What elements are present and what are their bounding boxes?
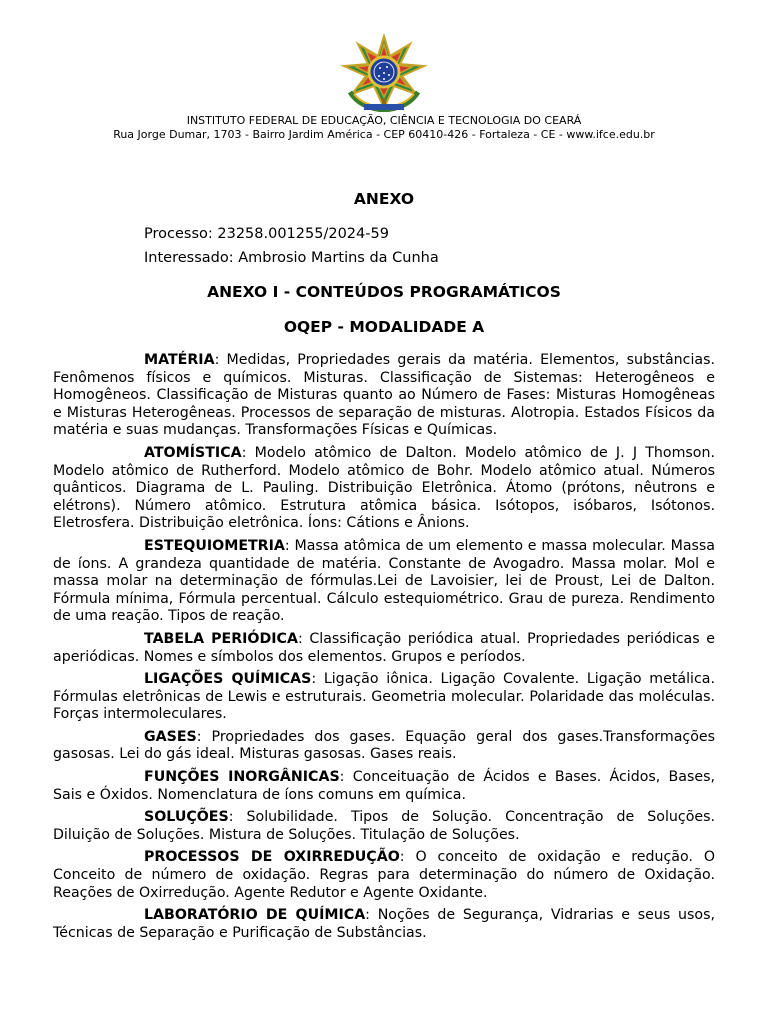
syllabus-body [53,352,715,947]
topic-term: GASES [144,728,197,745]
process-number: Processo: 23258.001255/2024-59 [144,226,389,242]
topic-text: : Conceituação de Ácidos e Bases. Ácidos, Bases, Sais e Óxidos. Nomenclatura de íons comuns em química. [53,769,715,803]
topic-term: ESTEQUIOMETRIA [144,537,285,554]
institution-name: INSTITUTO FEDERAL DE EDUCAÇÃO, CIÊNCIA E TECNOLOGIA DO CEARÁ [186,114,582,127]
topic-text: : Propriedades dos gases. Equação geral dos gases.Transformações gasosas. Lei do gás ideal. Misturas gasosas. Gases reais. [53,728,715,763]
topic-paragraph [53,809,715,844]
topic-paragraph [53,769,715,804]
topic-text: : Ligação iônica. Ligação Covalente. Ligação metálica. Fórmulas eletrônicas de Lewis e estruturais. Geometria molecular. Polaridade das moléculas. Forças intermoleculares. [53,671,715,723]
interested-party: Interessado: Ambrosio Martins da Cunha [144,250,439,266]
topic-paragraph [53,352,715,440]
institution-address: Rua Jorge Dumar, 1703 - Bairro Jardim América - CEP 60410-426 - Fortaleza - CE - www.ifce.edu.br [113,128,655,141]
topic-term: LIGAÇÕES QUÍMICAS [144,671,312,688]
topic-paragraph [53,445,715,533]
topic-term: PROCESSOS DE OXIRREDUÇÃO [144,849,400,866]
topic-term: LABORATÓRIO DE QUÍMICA [144,907,366,924]
brazil-coat-of-arms-icon [340,34,428,112]
topic-text: : Classificação periódica atual. Propriedades periódicas e aperiódicas. Nomes e símbolos dos elementos. Grupos e períodos. [53,630,715,665]
topic-paragraph [53,671,715,724]
topic-text: : Medidas, Propriedades gerais da matéria. Elementos, substâncias. Fenômenos físicos e químicos. Misturas. Classificação de Sistemas: Heterogêneos e Homogêneos. Classificação de Misturas quanto ao Número de Fases: Misturas Homogêneas e Misturas Heterogêneas. Processos de separação de misturas. Alotropia. Estados Físicos da matéria e suas mudanças. Transformações Físicas e Químicas. [53,352,715,439]
topic-text: : Noções de Segurança, Vidrarias e seus usos, Técnicas de Separação e Purificação de Substâncias. [53,907,715,941]
topic-paragraph [53,907,715,942]
topic-paragraph [53,729,715,764]
topic-paragraph [53,631,715,666]
topic-text: : Massa atômica de um elemento e massa molecular. Massa de íons. A grandeza quantidade de matéria. Constante de Avogadro. Massa molar. Mol e massa molar na determinação de fórmulas.Lei de Lavoisier, lei de Proust, Lei de Dalton. Fórmula mínima, Fórmula percentual. Cálculo estequiométrico. Grau de pureza. Rendimento de uma reação. Tipos de reação. [53,537,715,625]
document-title: ANEXO [353,190,415,208]
topic-term: FUNÇÕES INORGÂNICAS [144,769,340,786]
topic-term: MATÉRIA [144,352,215,368]
annex-title: ANEXO I - CONTEÚDOS PROGRAMÁTICOS [207,283,561,301]
topic-paragraph [53,538,715,626]
topic-term: TABELA PERIÓDICA [144,630,298,647]
institution-header [0,114,768,142]
topic-paragraph [53,849,715,902]
topic-text: : Solubilidade. Tipos de Solução. Concentração de Soluções. Diluição de Soluções. Mistura de Soluções. Titulação de Soluções. [53,809,715,843]
topic-term: SOLUÇÕES [144,809,229,826]
topic-term: ATOMÍSTICA [144,444,242,461]
topic-text: : O conceito de oxidação e redução. O Conceito de número de oxidação. Regras para determinação do número de Oxidação. Reações de Oxirredução. Agente Redutor e Agente Oxidante. [53,849,715,901]
modality-title: OQEP - MODALIDADE A [283,318,485,336]
topic-text: : Modelo atômico de Dalton. Modelo atômico de J. J Thomson. Modelo atômico de Rutherford. Modelo atômico de Bohr. Modelo atômico atual. Números quânticos. Diagrama de L. Pauling. Distribuição Eletrônica. Átomo (prótons, nêutrons e elétrons). Número atômico. Estrutura atômica básica. Isótopos, isóbaros, Isótonos. Eletrosfera. Distribuição eletrônica. Íons: Cátions e Ânions. [53,444,715,532]
